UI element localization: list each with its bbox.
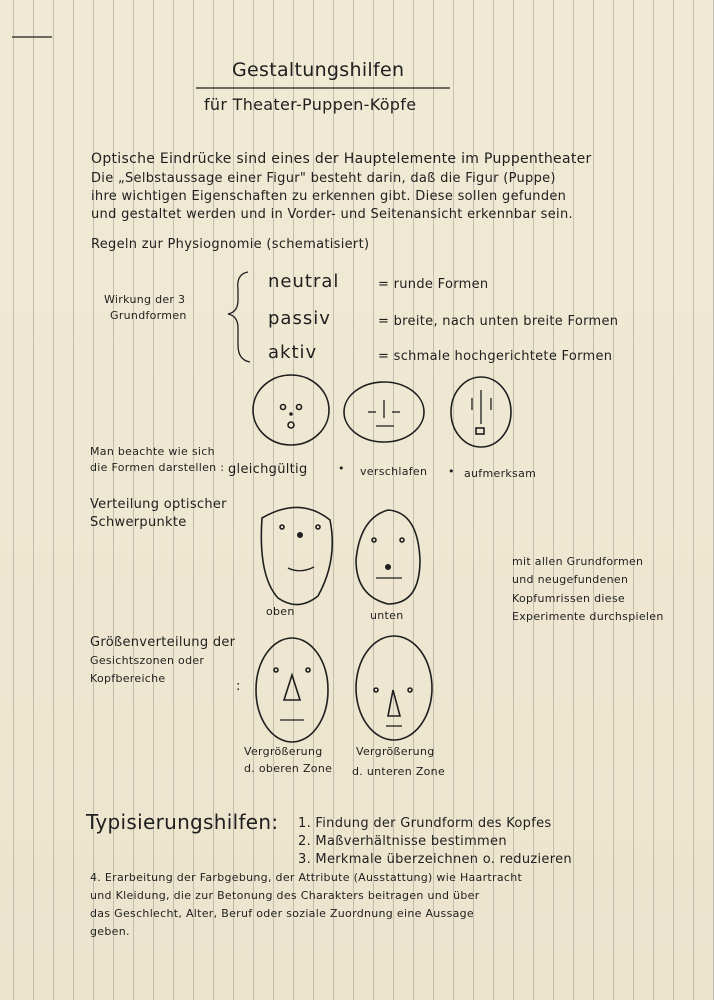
beachte-line-1: Man beachte wie sich — [90, 445, 215, 458]
side-note-4: Experimente durchspielen — [512, 610, 664, 623]
side-note-1: mit allen Grundformen — [512, 555, 644, 568]
caption-verschlafen: verschlafen — [360, 465, 428, 478]
side-note-3: Kopfumrissen diese — [512, 592, 625, 605]
typisierung-heading: Typisierungshilfen: — [86, 810, 279, 834]
typisierung-item-2: 2. Maßverhältnisse bestimmen — [298, 834, 507, 849]
caption-oben: oben — [266, 605, 295, 618]
grundformen-label-2: Grundformen — [110, 309, 187, 322]
caption-dot-2: • — [448, 465, 455, 478]
term-aktiv: aktiv — [268, 342, 318, 363]
face-aktiv — [451, 377, 511, 447]
caption-obere-zone-2: d. oberen Zone — [244, 762, 333, 775]
caption-unten: unten — [370, 609, 404, 622]
desc-passiv: = breite, nach unten breite Formen — [378, 314, 619, 329]
intro-line-4: und gestaltet werden und in Vorder- und Seitenansicht erkennbar sein. — [91, 207, 573, 222]
caption-dot-1: • — [338, 462, 345, 475]
typisierung-item-4-line-1: 4. Erarbeitung der Farbgebung, der Attribute (Ausstattung) wie Haartracht — [90, 871, 523, 884]
zonen-line-2: Gesichtszonen oder — [90, 654, 205, 667]
side-note-2: und neugefundenen — [512, 573, 629, 586]
brace-icon — [228, 272, 250, 362]
zonen-line-1: Größenverteilung der — [90, 635, 236, 650]
schwerpunkte-line-2: Schwerpunkte — [90, 515, 187, 530]
page-title: Gestaltungshilfen — [232, 59, 405, 81]
typisierung-item-1: 1. Findung der Grundform des Kopfes — [298, 816, 552, 831]
desc-neutral: = runde Formen — [378, 277, 489, 292]
face-untere-zone — [356, 636, 432, 740]
face-neutral — [253, 375, 329, 445]
intro-line-3: ihre wichtigen Eigenschaften zu erkennen gibt. Diese sollen gefunden — [91, 189, 567, 204]
face-unten — [356, 510, 420, 604]
schwerpunkte-line-1: Verteilung optischer — [90, 497, 227, 512]
desc-aktiv: = schmale hochgerichtete Formen — [378, 349, 613, 364]
grundformen-label-1: Wirkung der 3 — [104, 293, 186, 306]
face-obere-zone — [256, 638, 328, 742]
term-neutral: neutral — [268, 271, 340, 292]
intro-line-2: Die „Selbstaussage einer Figur" besteht darin, daß die Figur (Puppe) — [91, 171, 556, 186]
caption-gleichgueltig: gleichgültig — [228, 462, 308, 477]
typisierung-item-4-line-4: geben. — [90, 925, 130, 938]
face-passiv — [344, 382, 424, 442]
face-oben — [261, 507, 332, 604]
page-subtitle: für Theater-Puppen-Köpfe — [204, 95, 417, 114]
zonen-line-3: Kopfbereiche — [90, 672, 166, 685]
caption-aufmerksam: aufmerksam — [464, 467, 537, 480]
term-passiv: passiv — [268, 308, 331, 329]
caption-obere-zone-1: Vergrößerung — [244, 745, 323, 758]
beachte-line-2: die Formen darstellen : — [90, 461, 225, 474]
typisierung-item-4-line-3: das Geschlecht, Alter, Beruf oder soziale Zuordnung eine Aussage — [90, 907, 474, 920]
intro-line-1: Optische Eindrücke sind eines der Hauptelemente im Puppentheater — [91, 151, 592, 167]
rules-heading: Regeln zur Physiognomie (schematisiert) — [91, 237, 370, 252]
zonen-colon: : — [236, 679, 241, 694]
typisierung-item-3: 3. Merkmale überzeichnen o. reduzieren — [298, 852, 572, 867]
caption-untere-zone-2: d. unteren Zone — [352, 765, 446, 778]
typisierung-item-4-line-2: und Kleidung, die zur Betonung des Charakters beitragen und über — [90, 889, 480, 902]
caption-untere-zone-1: Vergrößerung — [356, 745, 435, 758]
